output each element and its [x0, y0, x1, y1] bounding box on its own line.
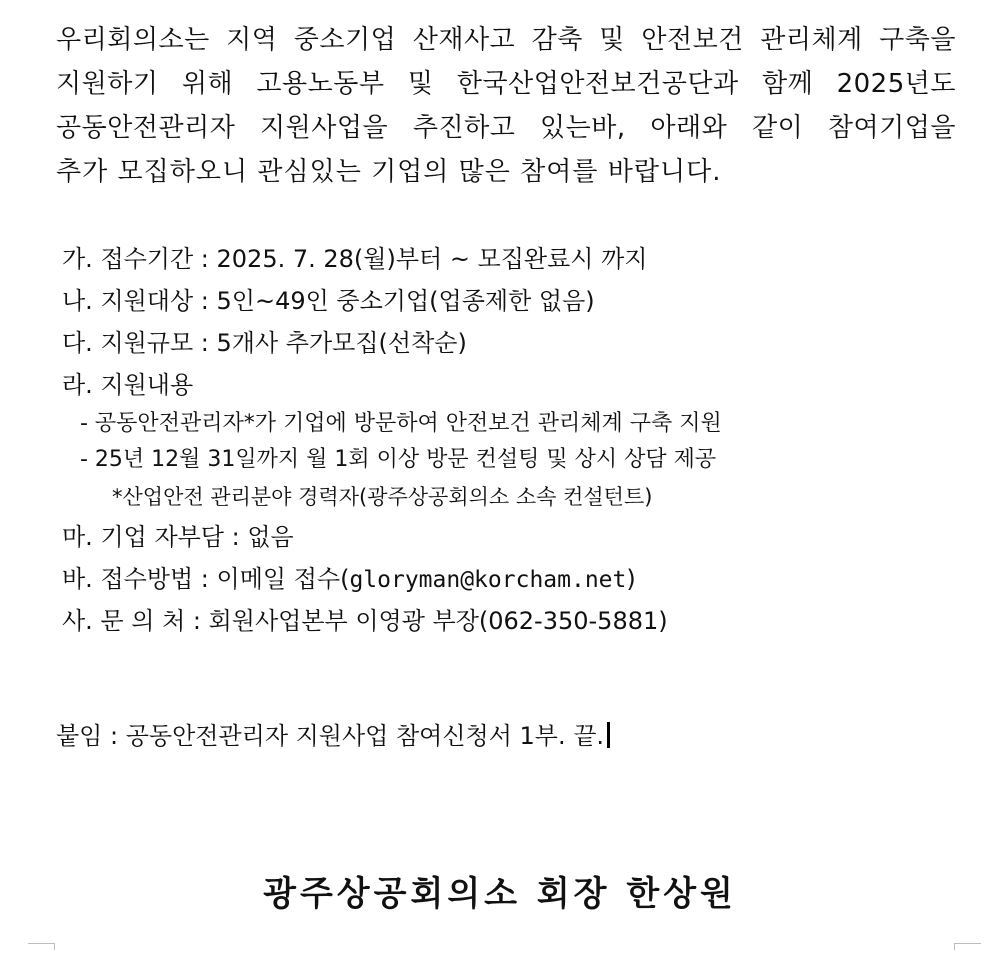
- support-detail-1: - 공동안전관리자*가 기업에 방문하여 안전보건 관리체계 구축 지원: [80, 411, 722, 436]
- intro-line-4: 추가 모집하오니 관심있는 기업의 많은 참여를 바랍니다.: [56, 157, 722, 187]
- item-scale: 다. 지원규모 : 5개사 추가모집(선착순): [62, 329, 467, 357]
- application-method-close: ): [626, 565, 636, 593]
- item-application-period: 가. 접수기간 : 2025. 7. 28(월)부터 ~ 모집완료시 까지: [62, 245, 648, 273]
- intro-line-1: 우리회의소는 지역 중소기업 산재사고 감축 및 안전보건 관리체계 구축을: [56, 25, 956, 55]
- support-detail-2: - 25년 12월 31일까지 월 1회 이상 방문 컨설팅 및 상시 상담 제공: [80, 447, 717, 472]
- intro-line-2: 지원하기 위해 고용노동부 및 한국산업안전보건공단과 함께 2025년도: [56, 69, 956, 99]
- support-footnote: *산업안전 관리분야 경력자(광주상공회의소 소속 컨설턴트): [112, 485, 653, 509]
- page-corner-mark-left: [28, 943, 55, 950]
- attachment-text: 붙임 : 공동안전관리자 지원사업 참여신청서 1부. 끝.: [56, 722, 605, 750]
- item-self-payment: 마. 기업 자부담 : 없음: [62, 523, 294, 551]
- item-eligibility: 나. 지원대상 : 5인~49인 중소기업(업종제한 없음): [62, 287, 595, 315]
- page-corner-mark-right: [954, 943, 981, 950]
- attachment-line: [56, 716, 610, 756]
- details-list: [62, 238, 962, 642]
- intro-line-3: 공동안전관리자 지원사업을 추진하고 있는바, 아래와 같이 참여기업을: [56, 113, 956, 143]
- item-support-content: 라. 지원내용: [62, 371, 194, 399]
- text-cursor: [607, 722, 610, 748]
- item-application-method: [62, 558, 962, 600]
- signature: 광주상공회의소 회장 한상원: [263, 874, 737, 914]
- contact-email: gloryman@korcham.net: [349, 567, 627, 593]
- item-inquiry: 사. 문 의 처 : 회원사업본부 이영광 부장(062-350-5881): [62, 607, 668, 635]
- intro-paragraph: [56, 18, 956, 194]
- application-method-label: 바. 접수방법 : 이메일 접수(: [62, 565, 350, 593]
